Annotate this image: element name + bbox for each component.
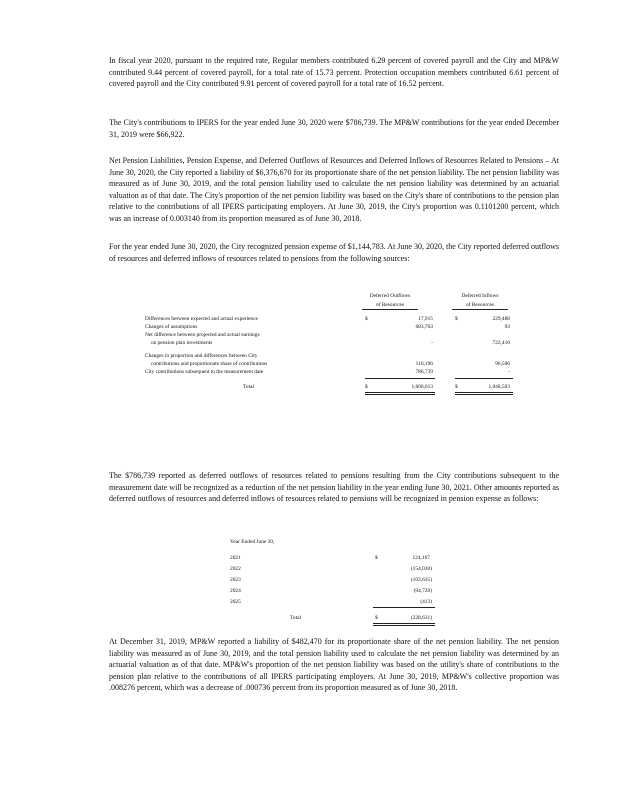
total-label: Total [243,384,254,390]
total-double-rule [455,392,513,395]
outflows-value: - [431,340,433,346]
currency-symbol: $ [375,615,378,621]
mpw-liability-paragraph: At December 31, 2019, MP&W reported a liability of $482,470 for its proportionate share of the net pension liability. The net pension liability was measured as of June 30, 2019, and the total pension liability used to calculate the net pension liability was determined by an actuarial valuation as of that date. MP&W's proportion of the net pension liability was based on the utility's share of contributions to the pension plan relative to the contributions of all IPERS participating employers. At June 30, 2019, MP&W's collective proportion was .008276 percent, which was a decrease of .000736 percent from its proportion measured as of June 30, 2018. [109,637,559,693]
year-label: 2024 [230,588,241,594]
recognition-paragraph: The $786,739 reported as deferred outflows of resources related to pensions resulting from the City contributions subsequent to the measurement date will be recognized as a reduction of the net pension liability in the year ending June 30, 2021. Other amounts reported as deferred outflows of resources and deferred inflows of resources related to pensions will be recognized in pension expense as follows: [109,471,559,504]
inflows-value: 96,506 [495,361,510,367]
total-double-rule [365,392,435,395]
inflows-value: - [508,369,510,375]
year-label: 2022 [230,566,241,572]
net-pension-liability-paragraph: Net Pension Liabilities, Pension Expense, and Deferred Outflows of Resources and Deferred Inflows of Resources Related to Pensions – At June 30, 2020, the City reported a liability of $6,376,670 for its proportionate share of the net pension liability. The net pension liability was measured as of June 30, 2019, and the total pension liability used to calculate the net pension liability was determined by an actuarial valuation as of that date. The City's proportion of the net pension liability was based on the City's share of contributions to the pension plan relative to the contributions of all IPERS participating employers. At June 30, 2019, the City's proportion was 0.1101200 percent, which was an increase of 0.003140 from its proportion measured as of June 30, 2018. [109,156,559,223]
total-double-rule [373,623,435,626]
schedule-header: Year Ended June 30, [230,539,275,545]
year-label: 2023 [230,577,241,583]
year-label: 2021 [230,555,241,561]
inflows-header-line2: of Resources [452,301,508,310]
row-label: Changes of assumptions [145,324,198,330]
row-label: on pension plan investments [151,340,213,346]
contribution-rates-paragraph: In fiscal year 2020, pursuant to the required rate, Regular members contributed 6.29 percent of covered payroll and the City and MP&W contributed 9.44 percent of covered payroll, for a total rate of 15.73 percent. Protection occupation members contributed 6.61 percent of covered payroll and the City contributed 9.91 percent of covered payroll for a total rate of 16.52 percent. [109,56,559,89]
amount-value: (154,030) [410,566,432,572]
total-outflows: 1,606,613 [411,384,433,390]
row-label: Differences between expected and actual experience [145,316,258,322]
amount-value: (94,720) [413,588,432,594]
currency-symbol: $ [365,384,368,390]
amount-value: 124,167 [412,555,430,561]
pension-expense-paragraph: For the year ended June 30, 2020, the City recognized pension expense of $1,144,783. At June 30, 2020, the City reported deferred outflows of resources and deferred inflows of resources related to pensions from the following sources: [109,242,559,263]
outflows-value: 683,763 [415,324,433,330]
outflows-header-line2: of Resources [362,301,418,310]
row-label: Net difference between projected and actual earnings [145,332,260,338]
contributions-amount-paragraph: The City's contributions to IPERS for the year ended June 30, 2020 were $786,739. The MP&W contributions for the year ended December 31, 2019 were $66,922. [109,118,559,139]
currency-symbol: $ [365,316,368,322]
outflows-value: 116,196 [415,361,433,367]
currency-symbol: $ [455,384,458,390]
inflows-value: 722,416 [492,340,510,346]
row-label: contributions and proportionate share of contributions [151,361,268,367]
row-label: City contributions subsequent to the measurement date [145,369,264,375]
inflows-header-line1: Deferred Inflows [461,293,499,299]
inflows-value: 229,488 [492,316,510,322]
total-amount: (228,631) [410,615,432,621]
row-label: Changes in proportion and differences between City [145,353,258,359]
currency-symbol: $ [455,316,458,322]
outflows-header-line1: Deferred Outflows [369,293,411,299]
amount-value: (413) [420,599,432,605]
year-label: 2025 [230,599,241,605]
deferred-sources-table [145,292,530,442]
subtotal-rule [373,607,435,608]
subtotal-rule [365,378,435,379]
total-inflows: 1,048,503 [488,384,510,390]
outflows-value: 17,915 [418,316,433,322]
outflows-value: 786,739 [415,369,433,375]
amount-value: (103,635) [410,577,432,583]
recognition-schedule-table [230,538,440,628]
currency-symbol: $ [375,555,378,561]
subtotal-rule [455,378,513,379]
total-label: Total [290,615,301,621]
inflows-value: 93 [504,324,510,330]
